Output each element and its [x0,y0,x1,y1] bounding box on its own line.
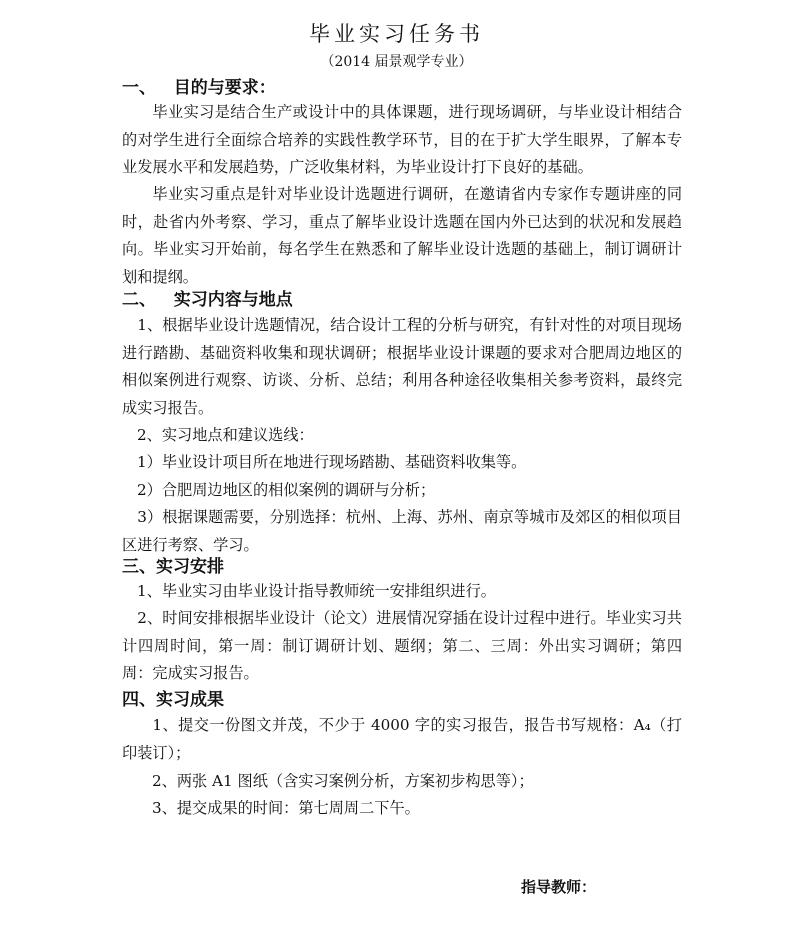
section-results-item-2: 2、两张 A1 图纸（含实习案例分析，方案初步构思等）； [152,772,534,790]
section-results-item-3: 3、提交成果的时间：第七周周二下午。 [152,799,420,817]
section-heading-arrangement: 三、实习安排 [122,557,224,577]
section-heading-content: 二、 实习内容与地点 [122,290,293,310]
section-content-item-2: 2）合肥周边地区的相似案例的调研与分析； [137,481,436,499]
section-purpose-paragraph-1: 毕业实习是结合生产或设计中的具体课题，进行现场调研，与毕业设计相结合的对学生进行全面综合培养的实践性教学环节，目的在于扩大学生眼界，了解本专业发展水平和发展趋势，广泛收集材料，为毕业设计打下良好的基础。 [122,103,682,176]
section-content-item-1: 1）毕业设计项目所在地进行现场踏勘、基础资料收集等。 [137,453,527,471]
section-results-item-1: 1、提交一份图文并茂，不少于 4000 字的实习报告，报告书写规格：A₄（打印装订）； [122,716,682,762]
document-title: 毕业实习任务书 [309,22,484,46]
section-arrangement-item-1: 1、毕业实习由毕业设计指导教师统一安排组织进行。 [137,582,496,600]
section-heading-results: 四、实习成果 [122,690,224,710]
section-heading-purpose: 一、 目的与要求： [122,78,276,98]
section-content-item-3: 3）根据课题需要，分别选择：杭州、上海、苏州、南京等城市及郊区的相似项目区进行考察、学习。 [122,508,682,554]
document-subtitle: （2014 届景观学专业） [320,54,473,70]
advisor-signature-label: 指导教师： [521,878,597,896]
section-purpose-paragraph-2: 毕业实习重点是针对毕业设计选题进行调研，在邀请省内专家作专题讲座的同时，赴省内外考察、学习，重点了解毕业设计选题在国内外已达到的状况和发展趋向。毕业实习开始前，每名学生在熟悉和了解毕业设计选题的基础上，制订调研计划和提纲。 [122,185,682,286]
section-content-item-locations: 2、实习地点和建议选线： [137,426,314,444]
section-arrangement-item-2: 2、时间安排根据毕业设计（论文）进展情况穿插在设计过程中进行。毕业实习共计四周时间，第一周：制订调研计划、题纲；第二、三周：外出实习调研；第四周：完成实习报告。 [122,609,682,682]
section-content-paragraph-1: 1、根据毕业设计选题情况，结合设计工程的分析与研究，有针对性的对项目现场进行踏勘、基础资料收集和现状调研；根据毕业设计课题的要求对合肥周边地区的相似案例进行观察、访谈、分析、总结；利用各种途径收集相关参考资料，最终完成实习报告。 [122,316,682,417]
